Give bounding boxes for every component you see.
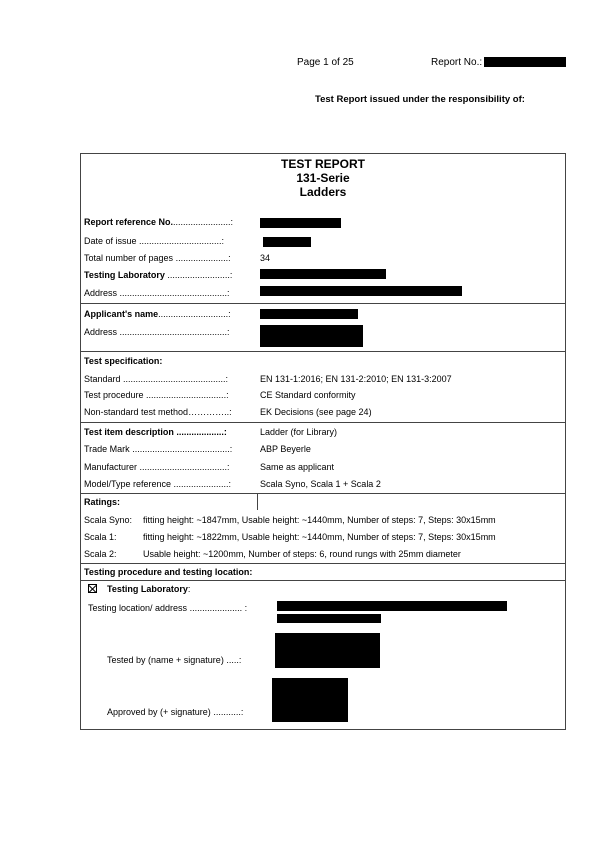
responsibility-line: Test Report issued under the responsibility of:	[315, 94, 525, 105]
lab-address-row: Address ...........................................:	[84, 288, 230, 298]
total-pages-row: Total number of pages .....................:	[84, 253, 231, 263]
applicant-name-row: Applicant's name............................:	[84, 309, 231, 319]
ratings-heading: Ratings:	[84, 497, 120, 507]
divider	[80, 303, 566, 304]
test-procedure-row: Test procedure ................................:	[84, 390, 229, 400]
model-reference-value: Scala Syno, Scala 1 + Scala 2	[260, 479, 381, 489]
report-title: TEST REPORT	[280, 157, 365, 171]
test-item-description-value: Ladder (for Library)	[260, 427, 338, 437]
report-number-label: Report No.:	[431, 57, 483, 68]
redacted-tester-signature	[275, 633, 380, 668]
rating-name: Scala Syno:	[84, 515, 133, 525]
model-reference-row: Model/Type reference ......................:	[84, 479, 232, 489]
standard-value: EN 131-1:2016; EN 131-2:2010; EN 131-3:2007	[260, 374, 452, 384]
testing-location-heading: Testing procedure and testing location:	[84, 567, 253, 577]
test-procedure-value: CE Standard conformity	[260, 390, 356, 400]
testing-location-address-row: Testing location/ address ..................... :	[88, 603, 248, 613]
checked-checkbox-icon	[88, 584, 97, 593]
redacted-approver-signature	[272, 678, 348, 722]
redacted-location-address-line2	[277, 614, 381, 623]
non-standard-method-value: EK Decisions (see page 24)	[260, 407, 372, 417]
approved-by-row: Approved by (+ signature) ...........:	[107, 707, 244, 717]
rating-text: fitting height: ~1822mm, Usable height: ~1440mm, Number of steps: 7, Steps: 30x15mm	[143, 532, 496, 542]
tested-by-row: Tested by (name + signature) .....:	[107, 655, 242, 665]
non-standard-method-row: Non-standard test method…………..:	[84, 407, 232, 417]
divider	[80, 580, 566, 581]
divider	[80, 563, 566, 564]
test-specification-heading: Test specification:	[84, 356, 163, 366]
divider	[80, 422, 566, 423]
testing-lab-option: Testing Laboratory:	[107, 584, 191, 594]
redacted-report-number	[484, 57, 566, 67]
report-series: 131-Serie	[296, 171, 350, 185]
applicant-address-row: Address ...........................................:	[84, 327, 230, 337]
test-item-description-row: Test item description ...................:	[84, 427, 227, 437]
rating-name: Scala 2:	[84, 549, 117, 559]
redacted-location-address	[277, 601, 507, 611]
total-pages-value: 34	[260, 253, 271, 263]
trade-mark-value: ABP Beyerle	[260, 444, 311, 454]
report-subject: Ladders	[299, 185, 347, 199]
testing-lab-row: Testing Laboratory .........................:	[84, 270, 233, 280]
manufacturer-value: Same as applicant	[260, 462, 335, 472]
rating-name: Scala 1:	[84, 532, 117, 542]
trade-mark-row: Trade Mark .......................................:	[84, 444, 233, 454]
rating-text: Usable height: ~1200mm, Number of steps: 6, round rungs with 25mm diameter	[143, 549, 461, 559]
manufacturer-row: Manufacturer ...................................:	[84, 462, 230, 472]
divider	[80, 351, 566, 352]
redacted-date	[263, 237, 311, 247]
redacted-lab-name	[260, 269, 386, 279]
redacted-applicant-address	[260, 325, 363, 347]
rating-text: fitting height: ~1847mm, Usable height: ~1440mm, Number of steps: 7, Steps: 30x15mm	[143, 515, 496, 525]
redacted-lab-address	[260, 286, 462, 296]
standard-row: Standard .........................................:	[84, 374, 229, 384]
report-reference-row: Report reference No........................:	[84, 217, 234, 227]
divider	[257, 493, 258, 510]
redacted-applicant-name	[260, 309, 358, 319]
divider	[80, 493, 566, 494]
page-number: Page 1 of 25	[297, 57, 354, 68]
redacted-reference	[260, 218, 341, 228]
date-of-issue-row: Date of issue .................................:	[84, 236, 225, 246]
